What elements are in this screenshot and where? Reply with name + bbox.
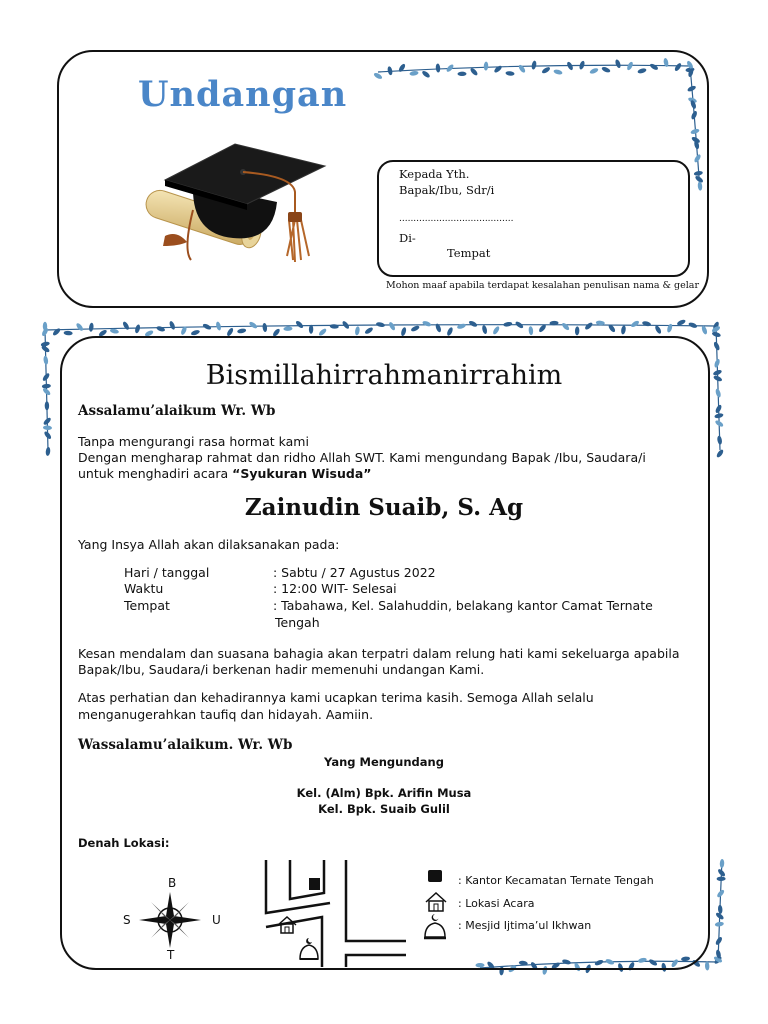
office-icon bbox=[428, 870, 442, 882]
legend-house-label: : Lokasi Acara bbox=[458, 897, 535, 910]
place-value-cont: Tengah bbox=[275, 615, 320, 630]
recipient-line4: Di- bbox=[399, 231, 416, 245]
recipient-name-blank: ........................................ bbox=[399, 214, 514, 224]
thanks-line-1: Atas perhatian dan kehadirannya kami ucapkan terima kasih. Semoga Allah selalu bbox=[78, 690, 594, 705]
mosque-marker-icon bbox=[300, 938, 318, 959]
compass-north-label: B bbox=[168, 876, 177, 890]
time-label: Waktu bbox=[124, 581, 164, 596]
map-title: Denah Lokasi: bbox=[78, 836, 170, 850]
place-value: : Tabahawa, Kel. Salahuddin, belakang kantor Camat Ternate bbox=[273, 598, 653, 613]
compass-east-label: U bbox=[212, 913, 221, 927]
host-2: Kel. Bpk. Suaib Gulil bbox=[318, 802, 450, 816]
compass-west-label: S bbox=[123, 913, 131, 927]
house-marker-icon bbox=[278, 917, 296, 933]
mosque-icon bbox=[423, 913, 447, 941]
bismillah-heading: Bismillahirrahmanirrahim bbox=[205, 360, 563, 391]
legend-mosque-label: : Mesjid Ijtima’ul Ikhwan bbox=[458, 919, 592, 932]
host-label: Yang Mengundang bbox=[324, 755, 444, 769]
intro-line-3-text: untuk menghadiri acara bbox=[78, 466, 233, 481]
day-label: Hari / tanggal bbox=[124, 565, 210, 580]
schedule-intro: Yang Insya Allah akan dilaksanakan pada: bbox=[78, 537, 340, 552]
intro-line-2: Dengan mengharap rahmat dan ridho Allah SWT. Kami mengundang Bapak /Ibu, Saudara/i bbox=[78, 450, 646, 465]
closing-greeting: Wassalamu’alaikum. Wr. Wb bbox=[78, 737, 293, 753]
house-icon bbox=[424, 891, 448, 913]
legend-office-label: : Kantor Kecamatan Ternate Tengah bbox=[458, 874, 654, 887]
location-map bbox=[258, 855, 408, 970]
compass-rose-icon bbox=[137, 890, 203, 950]
graduation-cap-icon bbox=[135, 140, 360, 265]
recipient-line5: Tempat bbox=[447, 246, 491, 260]
message-line-2: Bapak/Ibu, Saudara/i berkenan hadir memenuhi undangan Kami. bbox=[78, 662, 485, 677]
recipient-line2: Bapak/Ibu, Sdr/i bbox=[399, 183, 495, 197]
host-1: Kel. (Alm) Bpk. Arifin Musa bbox=[296, 786, 472, 800]
compass-south-label: T bbox=[167, 948, 175, 962]
place-label: Tempat bbox=[124, 598, 170, 613]
page-title: Undangan bbox=[138, 74, 348, 115]
time-value: : 12:00 WIT- Selesai bbox=[273, 581, 397, 596]
thanks-line-2: menganugerahkan taufiq dan hidayah. Aamiin. bbox=[78, 707, 374, 722]
recipient-line1: Kepada Yth. bbox=[399, 167, 470, 181]
office-marker-icon bbox=[309, 878, 320, 890]
event-name: “Syukuran Wisuda” bbox=[232, 466, 372, 481]
intro-line-3 bbox=[78, 466, 372, 482]
opening-greeting: Assalamu’alaikum Wr. Wb bbox=[78, 403, 276, 419]
intro-line-1: Tanpa mengurangi rasa hormat kami bbox=[78, 434, 309, 449]
message-line-1: Kesan mendalam dan suasana bahagia akan terpatri dalam relung hati kami sekeluarga apabila bbox=[78, 646, 680, 661]
day-value: : Sabtu / 27 Agustus 2022 bbox=[273, 565, 436, 580]
apology-note: Mohon maaf apabila terdapat kesalahan penulisan nama & gelar bbox=[386, 280, 699, 291]
graduate-name: Zainudin Suaib, S. Ag bbox=[244, 494, 524, 521]
